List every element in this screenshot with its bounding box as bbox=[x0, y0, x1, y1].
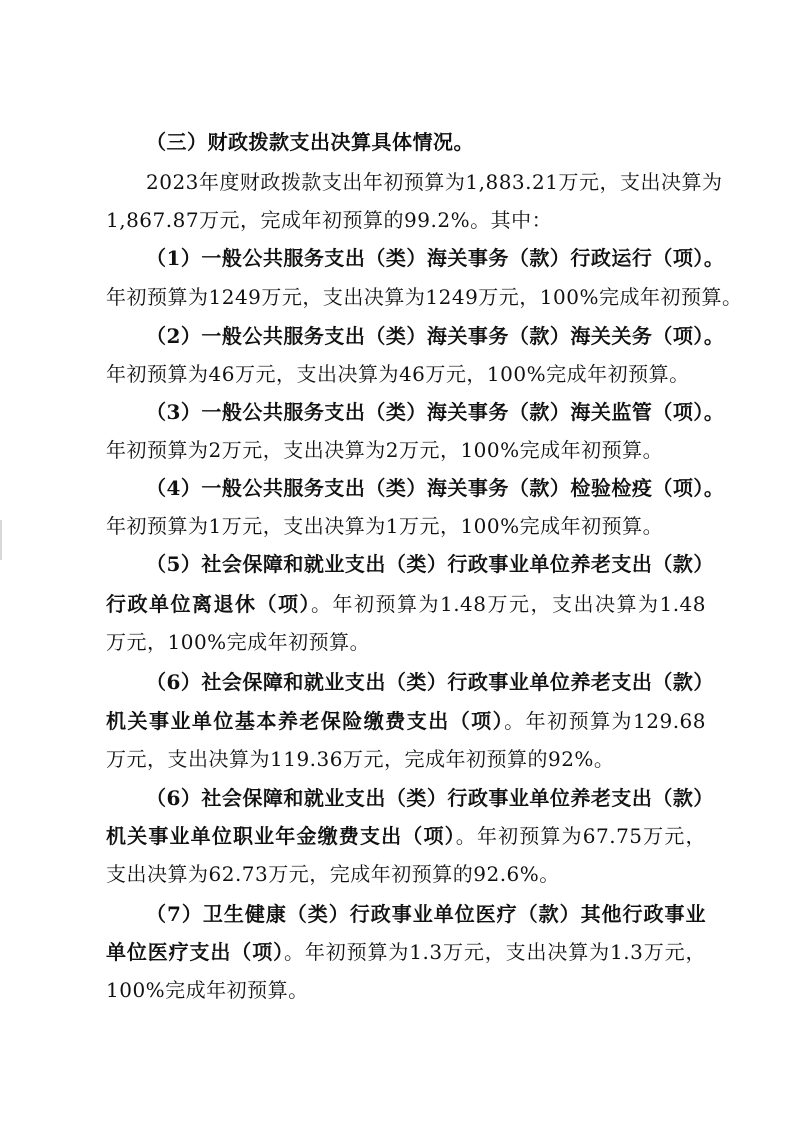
intro-line-1: 2023年度财政拨款支出年初预算为1,883.21万元，支出决算为 bbox=[146, 170, 723, 194]
item-4-detail: 年初预算为1万元，支出决算为1万元，100%完成年初预算。 bbox=[106, 514, 664, 538]
item-5-heading-rest: 。年初预算为1.48万元，支出决算为1.48 bbox=[310, 592, 707, 616]
section-heading: （三）财政拨款支出决算具体情况。 bbox=[146, 130, 474, 154]
item-6b-heading-bold: 机关事业单位职业年金缴费支出（项） bbox=[106, 824, 456, 848]
item-6a-heading-line-2 bbox=[106, 707, 706, 735]
item-7-heading-line-2 bbox=[106, 938, 706, 966]
item-6b-heading: （6）社会保障和就业支出（类）行政事业单位养老支出（款） bbox=[146, 786, 714, 810]
item-5-heading-bold: 行政单位离退休（项） bbox=[106, 592, 311, 616]
item-6b-heading-rest: 。年初预算为67.75万元， bbox=[455, 824, 707, 848]
item-6a-detail: 万元，支出决算为119.36万元，完成年初预算的92%。 bbox=[106, 747, 615, 771]
item-6b-detail: 支出决算为62.73万元，完成年初预算的92.6%。 bbox=[106, 862, 560, 886]
item-2-detail: 年初预算为46万元，支出决算为46万元，100%完成年初预算。 bbox=[106, 362, 690, 386]
item-1-heading: （1）一般公共服务支出（类）海关事务（款）行政运行（项）。 bbox=[146, 246, 725, 270]
item-6b-heading-line-2 bbox=[106, 822, 706, 850]
item-3-detail: 年初预算为2万元，支出决算为2万元，100%完成年初预算。 bbox=[106, 438, 664, 462]
item-7-heading-bold: 单位医疗支出（项） bbox=[106, 940, 284, 964]
item-6a-heading-bold: 机关事业单位基本养老保险缴费支出（项） bbox=[106, 709, 505, 733]
item-1-detail: 年初预算为1249万元，支出决算为1249万元，100%完成年初预算。 bbox=[106, 285, 743, 309]
item-7-heading: （7）卫生健康（类）行政事业单位医疗（款）其他行政事业 bbox=[146, 902, 706, 926]
item-2-heading: （2）一般公共服务支出（类）海关事务（款）海关关务（项）。 bbox=[146, 324, 725, 348]
item-7-heading-rest: 。年初预算为1.3万元，支出决算为1.3万元， bbox=[283, 940, 706, 964]
item-7-detail: 100%完成年初预算。 bbox=[106, 978, 309, 1002]
item-3-heading: （3）一般公共服务支出（类）海关事务（款）海关监管（项）。 bbox=[146, 400, 725, 424]
item-5-heading: （5）社会保障和就业支出（类）行政事业单位养老支出（款） bbox=[146, 552, 714, 576]
item-5-detail: 万元，100%完成年初预算。 bbox=[106, 630, 371, 654]
scan-edge-mark bbox=[0, 520, 2, 560]
intro-line-2: 1,867.87万元，完成年初预算的99.2%。其中： bbox=[106, 208, 553, 232]
item-6a-heading: （6）社会保障和就业支出（类）行政事业单位养老支出（款） bbox=[146, 670, 714, 694]
item-4-heading: （4）一般公共服务支出（类）海关事务（款）检验检疫（项）。 bbox=[146, 476, 725, 500]
item-5-heading-line-2 bbox=[106, 590, 706, 618]
item-6a-heading-rest: 。年初预算为129.68 bbox=[504, 709, 707, 733]
